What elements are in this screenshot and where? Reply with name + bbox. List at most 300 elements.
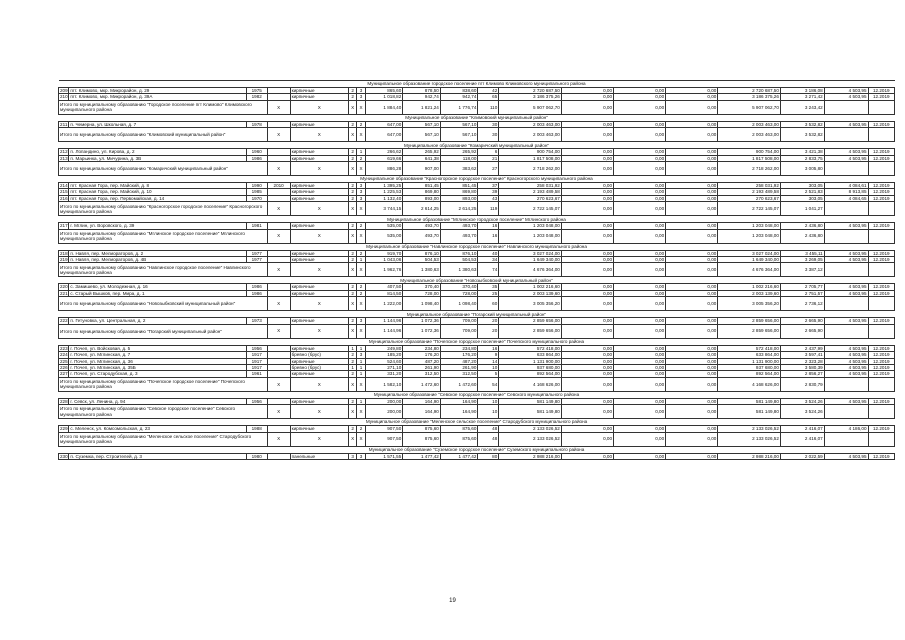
total-cell: 493,70: [403, 229, 441, 243]
section-title: Муниципальное образование "Новозыбковский муниципальный район": [59, 277, 895, 284]
register-sheet: [58, 80, 895, 460]
total-cell: 2 859 656,00: [499, 324, 562, 338]
table-cell: 0,00: [561, 94, 613, 100]
table-cell: п. Навля, пер. Мелиораторов, д. 2: [69, 250, 246, 256]
table-cell: 265,92: [440, 149, 478, 155]
table-cell: кирпичные: [290, 195, 348, 201]
total-row: [59, 297, 895, 311]
table-cell: 12.2019: [868, 345, 894, 351]
table-cell: 876,10: [440, 250, 478, 256]
table-cell: 176,20: [440, 352, 478, 358]
table-cell: 4 503,95: [824, 398, 868, 404]
table-cell: 225: [60, 358, 68, 364]
total-cell: [824, 432, 868, 446]
total-cell: X: [349, 162, 357, 176]
table-cell: 3: [357, 183, 365, 189]
table-cell: 4 084,65: [824, 195, 868, 201]
table-cell: 4 503,95: [824, 250, 868, 256]
total-cell: 27: [478, 162, 499, 176]
table-cell: 3: [357, 94, 365, 100]
total-cell: 3 005,80: [780, 162, 824, 176]
table-cell: 229: [60, 426, 68, 432]
table-cell: 16: [478, 223, 499, 229]
table-cell: 221: [60, 290, 68, 296]
table-cell: 2: [349, 358, 357, 364]
table-cell: 0,00: [561, 364, 613, 370]
table-cell: 2 665,90: [780, 318, 824, 324]
table-cell: 12.2019: [868, 257, 894, 263]
total-cell: [824, 324, 868, 338]
table-cell: 224: [60, 352, 68, 358]
table-cell: 211: [60, 121, 68, 127]
table-cell: 0,00: [561, 426, 613, 432]
table-cell: 0,00: [666, 284, 718, 290]
total-cell: 1 472,60: [440, 377, 478, 391]
table-cell: 0,00: [561, 398, 613, 404]
total-cell: 5 907 062,70: [499, 100, 562, 114]
table-cell: 4 503,95: [824, 453, 868, 459]
table-cell: 212: [60, 149, 68, 155]
total-cell: 0,00: [561, 229, 613, 243]
total-cell: [868, 202, 894, 216]
table-cell: 12.2019: [868, 318, 894, 324]
table-cell: кирпичные: [290, 318, 348, 324]
table-cell: 0,00: [666, 183, 718, 189]
table-cell: г. Почеп, ул. Мглинская, д. 7: [69, 352, 246, 358]
table-cell: 228: [60, 398, 68, 404]
total-cell: 875,60: [440, 432, 478, 446]
table-cell: 1970: [246, 195, 267, 201]
table-cell: 209: [60, 88, 68, 93]
table-cell: 0,00: [666, 250, 718, 256]
table-cell: 1975: [246, 88, 267, 94]
table-cell: кирпичные: [290, 121, 348, 127]
total-row: [59, 432, 895, 446]
table-cell: 1 571,55: [365, 453, 403, 459]
table-cell: 8 913,85: [824, 189, 868, 195]
total-cell: 2 830,79: [780, 377, 824, 391]
table-cell: 4 503,95: [824, 121, 868, 127]
table-cell: 1: [357, 345, 365, 351]
total-cell: X: [290, 432, 348, 446]
table-cell: 270 623,67: [718, 195, 781, 201]
total-cell: [868, 100, 894, 114]
total-cell: 0,00: [614, 100, 666, 114]
table-cell: кирпичные: [290, 183, 348, 189]
table-cell: 12.2019: [868, 284, 894, 290]
total-cell: 886,28: [365, 162, 403, 176]
total-cell: 0,00: [666, 128, 718, 142]
total-cell: X: [349, 297, 357, 311]
table-cell: 942,74: [403, 94, 441, 100]
total-cell: 2 614,25: [440, 202, 478, 216]
total-cell: X: [290, 128, 348, 142]
table-cell: 487,20: [403, 358, 441, 364]
table-cell: 0,00: [666, 155, 718, 161]
table-cell: 265,92: [403, 149, 441, 155]
table-cell: 0,00: [561, 290, 613, 296]
total-cell: 0,00: [614, 432, 666, 446]
table-cell: 118,00: [440, 155, 478, 161]
total-cell: 1 144,96: [365, 324, 403, 338]
total-cell: 567,10: [403, 128, 441, 142]
table-cell: 222: [60, 318, 68, 324]
table-cell: 1956: [246, 345, 267, 351]
table-cell: 223: [60, 345, 68, 351]
table-cell: 572 418,00: [718, 345, 781, 351]
table-cell: бревно (брус): [290, 352, 348, 358]
table-cell: 3 269,05: [780, 257, 824, 263]
total-cell: X: [267, 405, 290, 419]
table-cell: 2 323,28: [780, 358, 824, 364]
table-cell: 869,80: [403, 189, 441, 195]
table-cell: 0,00: [666, 371, 718, 377]
table-cell: 2: [357, 121, 365, 127]
table-cell: 3 186 375,26: [499, 94, 562, 100]
table-cell: панельные: [290, 453, 348, 459]
total-cell: X: [349, 229, 357, 243]
table-cell: 0,00: [561, 284, 613, 290]
table-cell: кирпичные: [290, 88, 348, 94]
total-label: Итого по муниципальному образованию "Севское городское поселение" Севского муниципального района: [59, 405, 268, 419]
total-row: [59, 263, 895, 277]
table-cell: 1: [349, 364, 357, 370]
total-cell: [868, 297, 894, 311]
table-cell: 0,00: [561, 257, 613, 263]
table-cell: кирпичные: [290, 94, 348, 100]
table-cell: 4 503,95: [824, 364, 868, 370]
total-cell: 535,00: [365, 229, 403, 243]
total-cell: [824, 100, 868, 114]
total-cell: X: [357, 229, 365, 243]
table-cell: 16: [478, 345, 499, 351]
table-cell: г. Почеп, ул. Мглинская, д. 36: [69, 358, 246, 364]
table-cell: 9: [478, 352, 499, 358]
table-cell: 0,00: [614, 94, 666, 100]
table-cell: 1 144,96: [365, 318, 403, 324]
table-cell: 0,00: [614, 364, 666, 370]
table-cell: 2 859 656,00: [499, 318, 562, 324]
table-cell: 0,00: [666, 318, 718, 324]
total-cell: X: [357, 405, 365, 419]
total-cell: [824, 202, 868, 216]
table-cell: 2: [357, 155, 365, 161]
table-cell: 0,00: [614, 352, 666, 358]
table-cell: 303,05: [780, 195, 824, 201]
table-cell: 0,00: [666, 121, 718, 127]
total-label: Итого по муниципальному образованию "Навлинское городское поселение" Навлинского муниципального района: [59, 263, 268, 277]
table-cell: 2 521,83: [780, 189, 824, 195]
total-cell: X: [357, 263, 365, 277]
table-cell: 0,00: [614, 155, 666, 161]
table-cell: 1978: [246, 121, 267, 127]
total-cell: 1 072,36: [403, 324, 441, 338]
table-cell: 4 503,95: [824, 352, 868, 358]
total-cell: 0,00: [666, 229, 718, 243]
total-cell: 3 387,12: [780, 263, 824, 277]
total-cell: X: [267, 432, 290, 446]
table-cell: 728,00: [403, 290, 441, 296]
table-cell: 937 680,00: [499, 364, 562, 370]
table-cell: 2: [349, 183, 357, 189]
table-cell: кирпичные: [290, 426, 348, 432]
table-cell: 12.2019: [868, 398, 894, 404]
total-cell: 1 098,40: [440, 297, 478, 311]
table-cell: 12.2019: [868, 94, 894, 100]
table-cell: 39: [478, 189, 499, 195]
table-cell: 0,00: [561, 371, 613, 377]
total-cell: X: [290, 405, 348, 419]
table-cell: 572 418,00: [499, 345, 562, 351]
total-cell: [868, 162, 894, 176]
table-cell: г. Почеп, ул. Войсковая, д. 5: [69, 345, 246, 351]
table-cell: 875,60: [440, 426, 478, 432]
table-cell: 1 043,06: [365, 257, 403, 263]
table-cell: 2 003 463,00: [718, 121, 781, 127]
table-cell: 2: [349, 250, 357, 256]
total-cell: 0,00: [614, 297, 666, 311]
table-cell: 0,00: [561, 88, 613, 94]
table-cell: г. Севск, ул. Ленина, д. 94: [69, 398, 246, 404]
total-cell: 2 718 262,00: [718, 162, 781, 176]
total-cell: 200,00: [365, 405, 403, 419]
total-label: Итого по муниципальному образованию "Мглинское городское поселение" Мглинского муниципального района: [59, 229, 268, 243]
total-cell: X: [349, 128, 357, 142]
table-cell: 0,00: [614, 345, 666, 351]
table-cell: 2: [349, 223, 357, 229]
table-cell: 0,00: [561, 183, 613, 189]
table-cell: кирпичные: [290, 250, 348, 256]
total-cell: 0,00: [666, 432, 718, 446]
table-cell: 0,00: [666, 453, 718, 459]
table-cell: 2 416,07: [780, 426, 824, 432]
table-cell: 2: [357, 223, 365, 229]
total-label: Итого по муниципальному образованию "Комаричский муниципальный район": [59, 162, 268, 176]
table-cell: 0,00: [614, 453, 666, 459]
table-cell: 12.2019: [868, 121, 894, 127]
table-cell: 0,00: [561, 223, 613, 229]
table-cell: 10: [478, 364, 499, 370]
table-cell: 1: [357, 371, 365, 377]
total-cell: X: [290, 229, 348, 243]
total-cell: 30: [478, 128, 499, 142]
section-header-row: [59, 391, 895, 398]
table-cell: 2: [357, 426, 365, 432]
total-cell: 0,00: [666, 377, 718, 391]
table-cell: 3: [357, 318, 365, 324]
table-cell: 234,80: [403, 345, 441, 351]
table-cell: 1 018,82: [365, 94, 403, 100]
table-cell: 535,00: [365, 223, 403, 229]
table-cell: 4 503,95: [824, 358, 868, 364]
table-cell: 370,40: [403, 284, 441, 290]
total-cell: 1 203 048,00: [718, 229, 781, 243]
table-cell: 1956: [246, 398, 267, 404]
table-cell: 3 186 375,26: [718, 94, 781, 100]
total-cell: 1 821,24: [403, 100, 441, 114]
table-cell: 1961: [246, 371, 267, 377]
total-cell: 0,00: [561, 162, 613, 176]
total-cell: 1 776,74: [440, 100, 478, 114]
table-cell: 164,90: [440, 398, 478, 404]
total-cell: 4 168 626,00: [718, 377, 781, 391]
table-cell: 1917: [246, 364, 267, 370]
table-cell: г. Почеп, ул. Стародубская, д. 3: [69, 371, 246, 377]
total-cell: X: [290, 377, 348, 391]
section-header-row: [59, 176, 895, 183]
table-cell: 0,00: [666, 88, 718, 94]
table-cell: 504,53: [403, 257, 441, 263]
table-cell: 0,00: [614, 371, 666, 377]
table-cell: 3 186,08: [780, 88, 824, 94]
total-cell: X: [267, 202, 290, 216]
total-cell: [868, 377, 894, 391]
table-cell: 12.2019: [868, 183, 894, 189]
table-cell: 2: [349, 189, 357, 195]
total-cell: 2 133 026,52: [499, 432, 562, 446]
table-cell: 2 193 489,58: [499, 189, 562, 195]
table-cell: 900 754,00: [718, 149, 781, 155]
total-cell: [824, 229, 868, 243]
total-cell: 0,00: [561, 263, 613, 277]
table-cell: 937 680,00: [718, 364, 781, 370]
table-cell: пгт. Красная Гора, пер. Майский, д. 10: [69, 189, 246, 195]
total-row: [59, 100, 895, 114]
table-cell: кирпичные: [290, 257, 348, 263]
table-cell: 312,50: [440, 371, 478, 377]
table-cell: 2 193 489,58: [718, 189, 781, 195]
table-cell: 709,00: [440, 318, 478, 324]
table-cell: 12.2019: [868, 453, 894, 459]
total-cell: 0,00: [561, 432, 613, 446]
table-cell: 1960: [246, 149, 267, 155]
table-cell: 37: [478, 183, 499, 189]
total-cell: 16: [478, 229, 499, 243]
total-label: Итого по муниципальному образованию "Новозыбковский муниципальный район": [59, 297, 268, 311]
table-cell: 581 149,80: [718, 398, 781, 404]
total-cell: X: [290, 324, 348, 338]
table-cell: 2: [357, 290, 365, 296]
total-cell: [868, 432, 894, 446]
table-cell: 2: [349, 352, 357, 358]
table-cell: 3: [357, 88, 365, 94]
table-cell: 230: [60, 453, 68, 459]
total-row: [59, 405, 895, 419]
table-cell: 217: [60, 223, 68, 229]
table-cell: 814,50: [365, 290, 403, 296]
total-label: Итого по муниципальному образованию "Климовский муниципальный район": [59, 128, 268, 142]
table-cell: 900 754,00: [499, 149, 562, 155]
section-title: Муниципальное образование "Суземское городское поселение" Суземского муниципального района: [59, 446, 895, 453]
table-cell: 504,53: [440, 257, 478, 263]
section-title: Муниципальное образование "Севское городское поселение" Севского муниципального района: [59, 391, 895, 398]
table-cell: 258 031,92: [499, 183, 562, 189]
table-cell: с. Старый Вышков, пер. Мира, д. 1: [69, 290, 246, 296]
total-cell: 4 676 364,00: [718, 263, 781, 277]
table-cell: 0,00: [614, 290, 666, 296]
table-cell: 0,00: [666, 290, 718, 296]
table-cell: 2: [349, 426, 357, 432]
total-label: Итого по муниципальному образованию "Почепское городское поселение" Почепского муниципального района: [59, 377, 268, 391]
table-cell: 0,00: [666, 364, 718, 370]
table-cell: 869,80: [440, 189, 478, 195]
total-cell: 1 380,63: [440, 263, 478, 277]
table-cell: 1990: [246, 183, 267, 189]
table-cell: 226: [60, 364, 68, 370]
total-cell: 0,00: [561, 324, 613, 338]
total-cell: [868, 263, 894, 277]
table-cell: 270 623,67: [499, 195, 562, 201]
total-cell: 1 582,10: [365, 377, 403, 391]
total-cell: X: [357, 128, 365, 142]
table-cell: 12.2019: [868, 426, 894, 432]
table-cell: 1977: [246, 257, 267, 263]
total-cell: 3 005 356,20: [718, 297, 781, 311]
table-cell: 0,00: [561, 149, 613, 155]
table-cell: 40: [478, 250, 499, 256]
table-cell: 567,10: [403, 121, 441, 127]
table-cell: 35: [478, 284, 499, 290]
table-cell: 2 437,99: [780, 345, 824, 351]
table-cell: 5: [478, 371, 499, 377]
total-cell: 164,90: [440, 405, 478, 419]
total-cell: 875,60: [403, 432, 441, 446]
table-cell: 1 395,25: [365, 183, 403, 189]
table-cell: 892 564,00: [718, 371, 781, 377]
total-cell: 5 907 062,70: [718, 100, 781, 114]
section-header-row: [59, 338, 895, 345]
table-cell: 21: [478, 155, 499, 161]
table-cell: 4 503,95: [824, 345, 868, 351]
table-cell: с. Замишево, ул. Молодежная, д. 16: [69, 284, 246, 290]
total-cell: 0,00: [561, 100, 613, 114]
table-cell: 2: [349, 398, 357, 404]
total-cell: X: [290, 162, 348, 176]
table-cell: пгт. Климово, мкр. Микрорайон, д. 29: [69, 88, 246, 94]
table-cell: 1988: [246, 426, 267, 432]
total-cell: [824, 377, 868, 391]
total-cell: 4 676 364,00: [499, 263, 562, 277]
table-cell: 4 186,00: [824, 426, 868, 432]
table-cell: пгт. Климово, мкр. Микрорайон, д. 39А: [69, 94, 246, 100]
table-cell: 2 720 687,50: [499, 88, 562, 94]
table-cell: 80: [478, 453, 499, 459]
table-cell: 2 859 656,00: [718, 318, 781, 324]
table-cell: кирпичные: [290, 223, 348, 229]
table-cell: 0,00: [614, 250, 666, 256]
table-cell: 1 002 216,60: [499, 284, 562, 290]
table-cell: 2 988 216,00: [718, 453, 781, 459]
total-cell: X: [267, 162, 290, 176]
total-cell: [868, 229, 894, 243]
table-cell: 303,05: [780, 183, 824, 189]
table-cell: 493,70: [403, 223, 441, 229]
section-title: Муниципальное образование "Навлинское городское поселение" Навлинского муниципального района: [59, 243, 895, 250]
total-cell: 3 532,82: [780, 128, 824, 142]
table-cell: 261,90: [440, 364, 478, 370]
section-header-row: [59, 419, 895, 426]
section-title: Муниципальное образование "Мглинское городское поселение" Мглинского района: [59, 216, 895, 223]
total-cell: X: [267, 324, 290, 338]
table-cell: 0,00: [561, 358, 613, 364]
table-cell: 249,80: [365, 345, 403, 351]
table-cell: 0,00: [614, 284, 666, 290]
table-cell: 0,00: [561, 195, 613, 201]
table-cell: 647,00: [365, 121, 403, 127]
table-cell: 0,00: [666, 398, 718, 404]
total-cell: 0,00: [666, 405, 718, 419]
table-cell: 581 149,80: [499, 398, 562, 404]
